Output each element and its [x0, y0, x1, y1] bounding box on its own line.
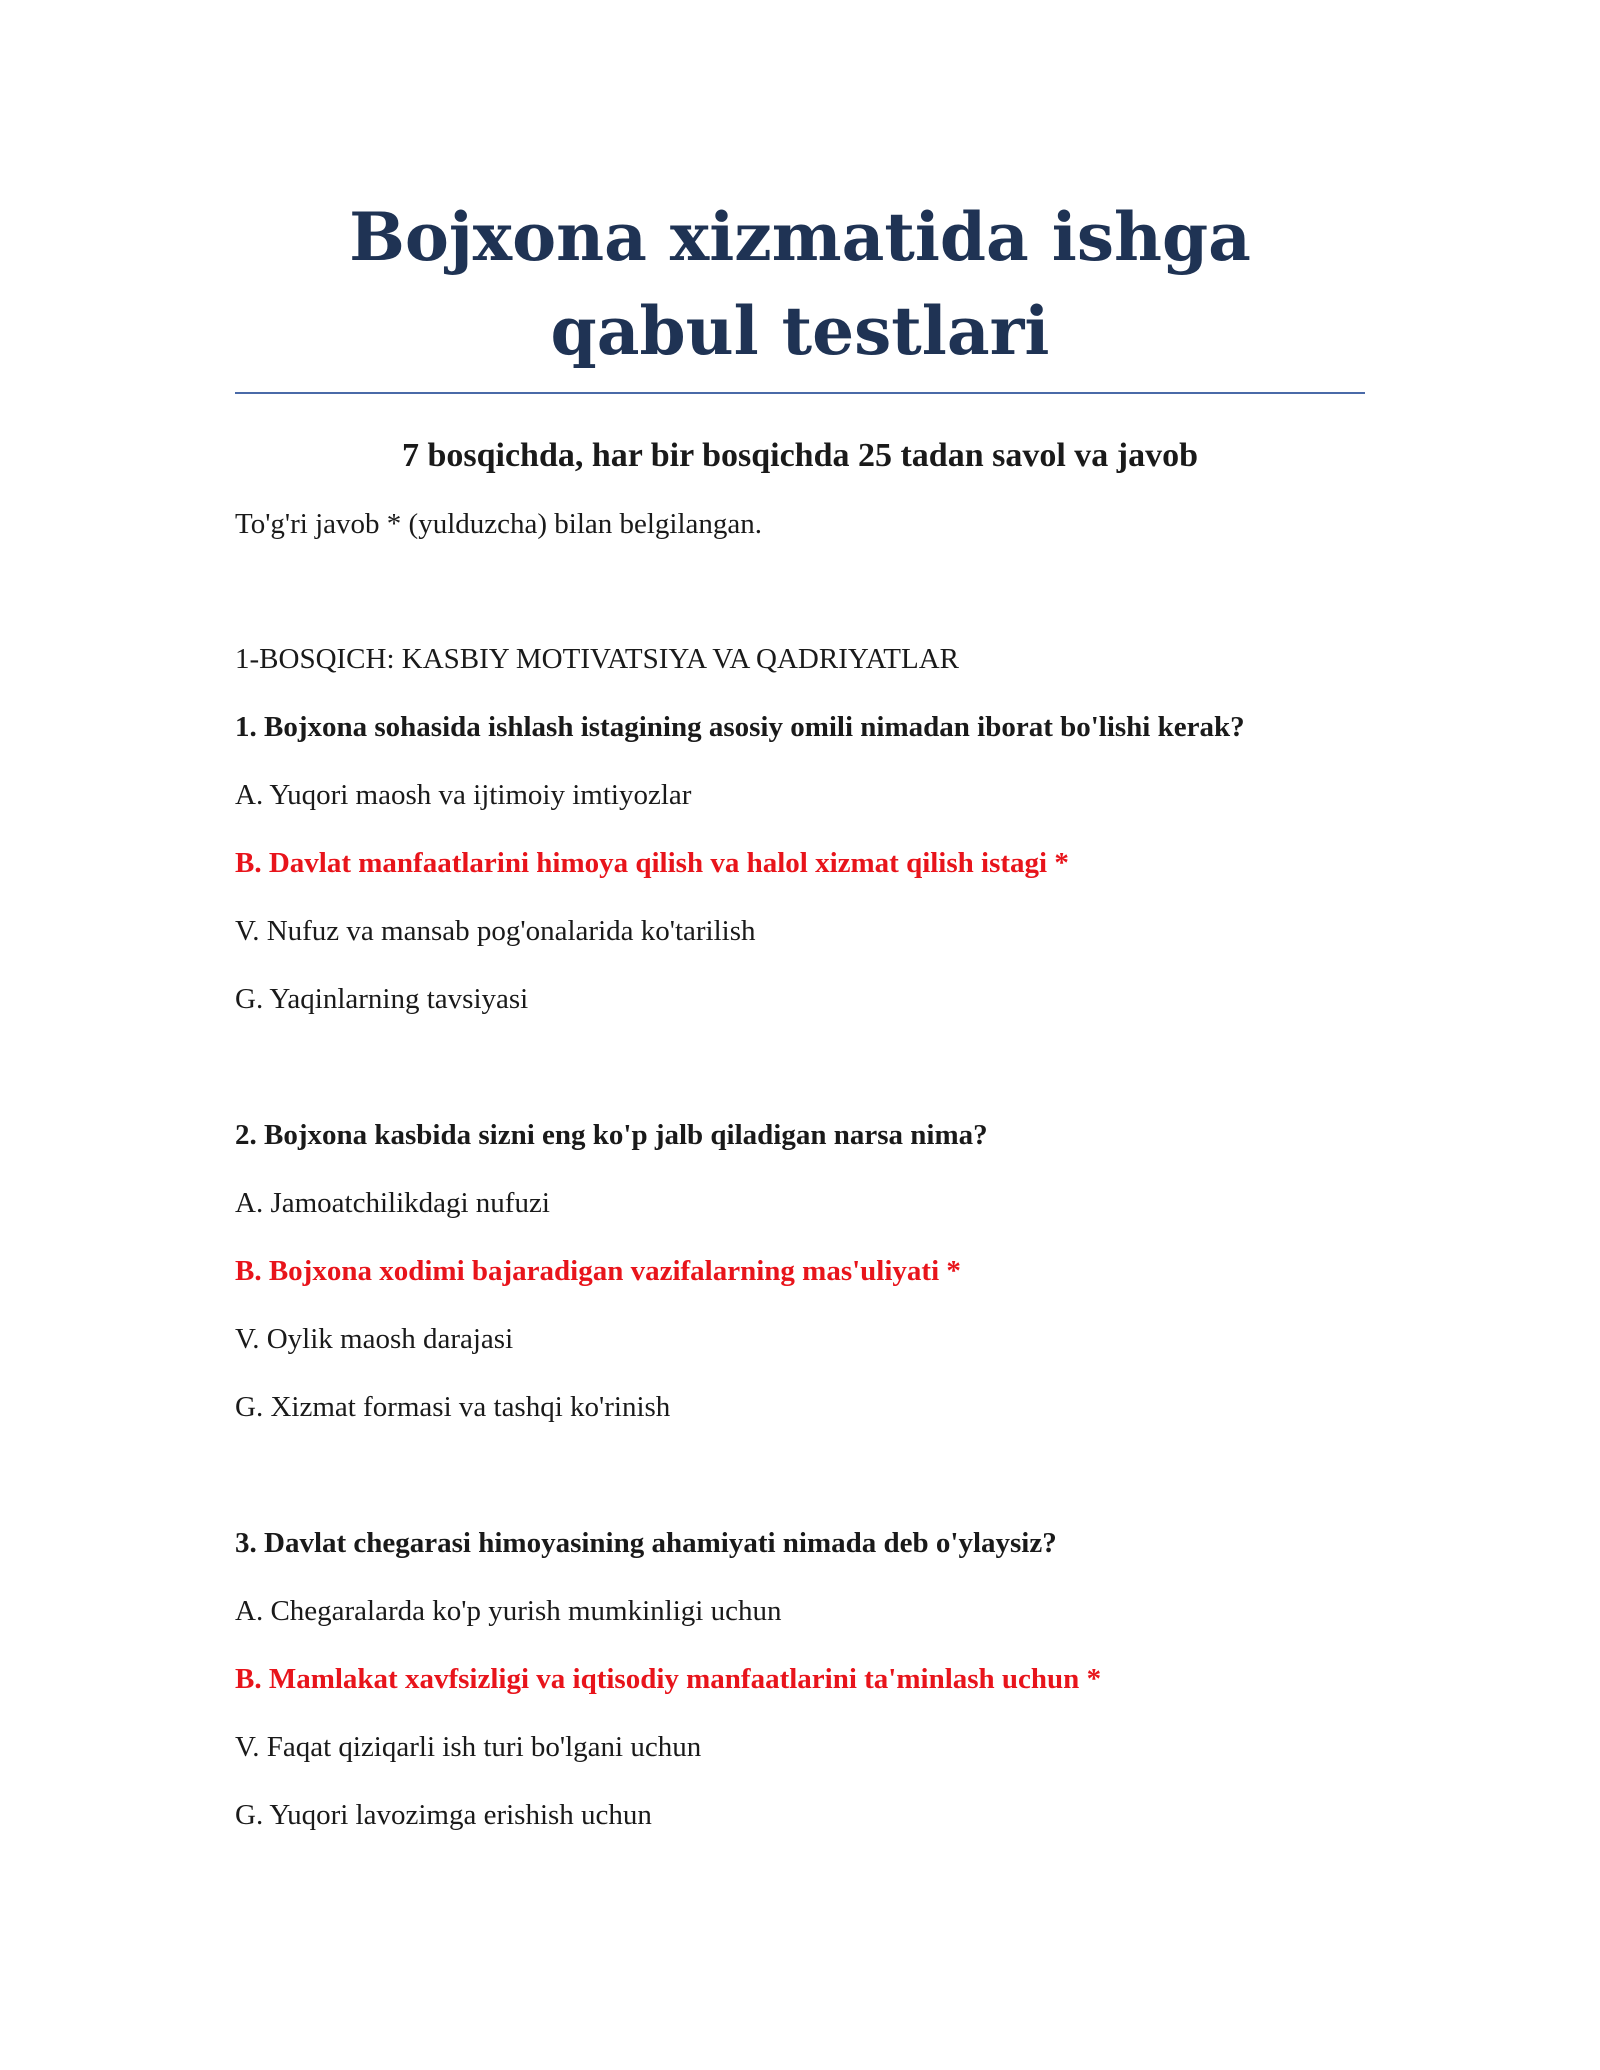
question-text: 1. Bojxona sohasida ishlash istagining asosiy omili nimadan iborat bo'lishi kerak?: [235, 711, 1245, 743]
question-block-1: [235, 709, 1365, 1017]
document-page: [235, 190, 1365, 1833]
option-b-correct: B. Davlat manfaatlarini himoya qilish va halol xizmat qilish istagi *: [235, 847, 1069, 879]
option-g: G. Yuqori lavozimga erishish uchun: [235, 1799, 652, 1831]
option-v: V. Nufuz va mansab pog'onalarida ko'tarilish: [235, 915, 756, 947]
option-g: G. Yaqinlarning tavsiyasi: [235, 983, 529, 1015]
option-v: V. Faqat qiziqarli ish turi bo'lgani uchun: [235, 1731, 702, 1763]
option-b-correct: B. Mamlakat xavfsizligi va iqtisodiy manfaatlarini ta'minlash uchun *: [235, 1663, 1102, 1695]
stage-heading: 1-BOSQICH: KASBIY MOTIVATSIYA VA QADRIYATLAR: [235, 643, 960, 675]
option-b-correct: B. Bojxona xodimi bajaradigan vazifalarning mas'uliyati *: [235, 1255, 961, 1287]
question-block-2: [235, 1117, 1365, 1425]
question-block-3: [235, 1525, 1365, 1833]
document-subtitle: 7 bosqichda, har bir bosqichda 25 tadan savol va javob: [401, 437, 1199, 474]
option-g: G. Xizmat formasi va tashqi ko'rinish: [235, 1391, 671, 1423]
answer-key-note: To'g'ri javob * (yulduzcha) bilan belgilangan.: [235, 508, 763, 540]
option-a: A. Yuqori maosh va ijtimoiy imtiyozlar: [235, 779, 692, 811]
document-title: Bojxona xizmatida ishga qabul testlari: [235, 190, 1365, 394]
option-a: A. Chegaralarda ko'p yurish mumkinligi uchun: [235, 1595, 782, 1627]
question-text: 2. Bojxona kasbida sizni eng ko'p jalb qiladigan narsa nima?: [235, 1119, 988, 1151]
option-v: V. Oylik maosh darajasi: [235, 1323, 514, 1355]
option-a: A. Jamoatchilikdagi nufuzi: [235, 1187, 550, 1219]
question-text: 3. Davlat chegarasi himoyasining ahamiyati nimada deb o'ylaysiz?: [235, 1527, 1057, 1559]
